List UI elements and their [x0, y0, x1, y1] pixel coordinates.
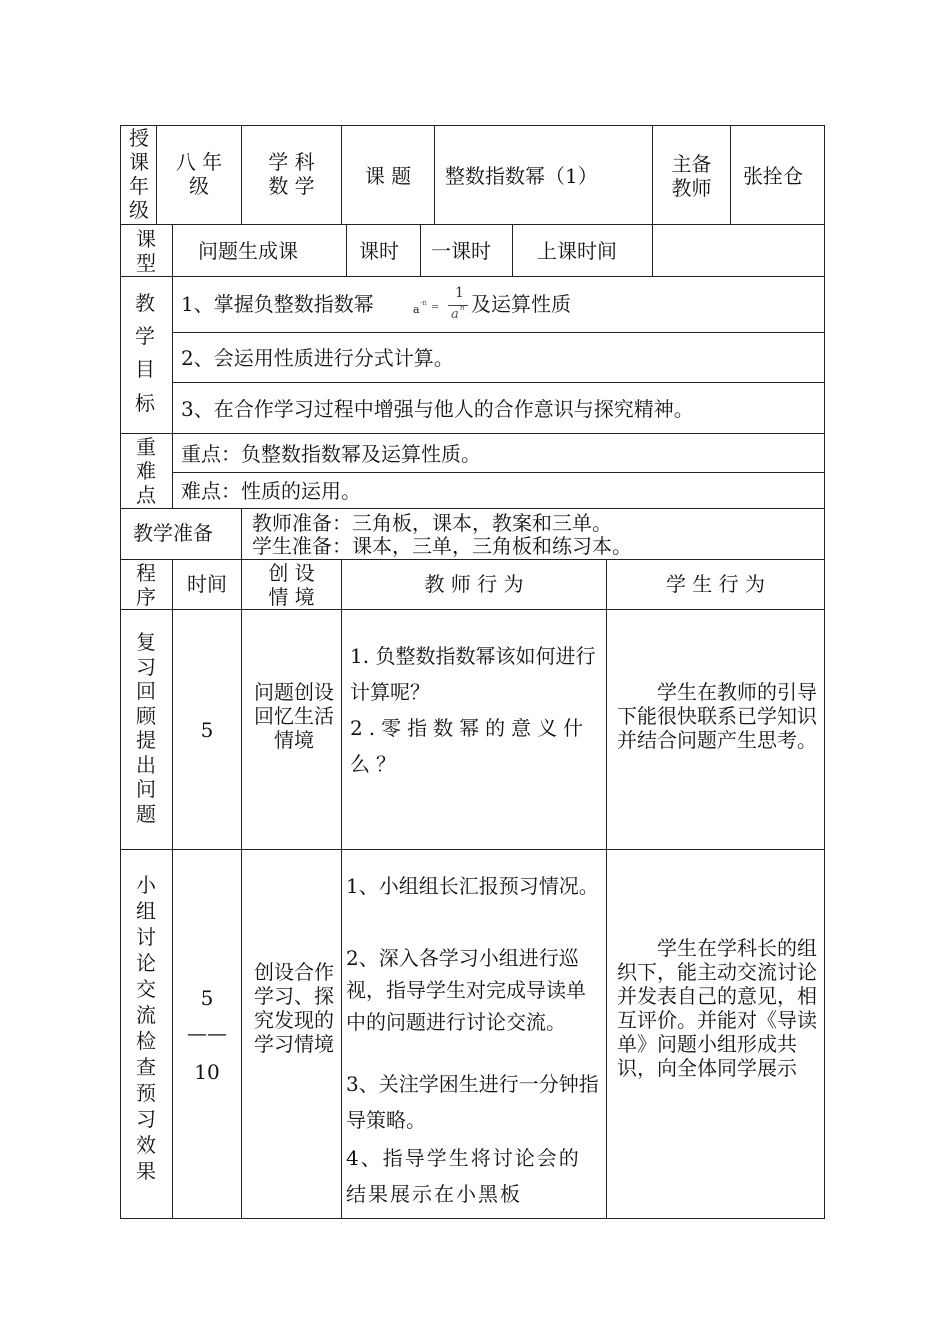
row1-teacher-item-2: 2.零指数幂的意义什么？: [350, 716, 590, 776]
grade-label-cell: [120, 125, 157, 225]
formula-base: a: [413, 303, 420, 316]
topic-label-cell: [341, 125, 435, 225]
col-teacher-cell: [341, 559, 607, 610]
col-student-cell: [606, 559, 825, 610]
type-label: 课型: [136, 227, 156, 275]
time-value-cell[interactable]: [652, 224, 825, 277]
col-scene-cell: [241, 559, 342, 610]
fraction-bar: [448, 305, 468, 306]
lead-value-cell: [730, 125, 825, 225]
goal-3-cell: [172, 382, 825, 434]
formula-denominator: a: [451, 307, 459, 322]
grade-value-cell: [156, 125, 242, 225]
prep-teacher: 教师准备：三角板，课本，教案和三单。: [252, 511, 612, 535]
goals-label-cell: [120, 276, 173, 434]
col-time: 时间: [187, 572, 227, 596]
row1-time-cell: [172, 609, 242, 850]
lead-label: 主备 教师: [671, 152, 712, 200]
row2-teacher-item-4: 4、指导学生将讨论会的结果展示在小黑板: [346, 1146, 581, 1206]
hours-value-cell: [420, 224, 513, 277]
goal-2-cell: [172, 332, 825, 383]
time-label-cell: [512, 224, 653, 277]
type-value: 问题生成课: [198, 239, 298, 263]
difficult-point-cell: [172, 472, 825, 509]
row2-time-cell: [172, 849, 242, 1219]
negative-exponent-formula: [411, 283, 471, 329]
row2-time-top: 5: [200, 986, 214, 1010]
goals-label-3: 目: [135, 357, 155, 381]
keypoints-label-cell: [120, 433, 173, 509]
goal-1-suffix: 及运算性质: [471, 292, 571, 316]
formula-equals: =: [431, 302, 440, 313]
goals-label-4: 标: [135, 391, 155, 415]
topic-value: 整数指数幂（1）: [445, 164, 598, 188]
col-teacher: 教 师 行 为: [424, 572, 524, 596]
goal-1-prefix: 1、掌握负整数指数幂: [181, 292, 374, 316]
type-label-cell: [120, 224, 173, 277]
hours-value: 一课时: [431, 239, 491, 263]
grade-value: 八 年 级: [175, 150, 223, 198]
row2-teacher-cell: [341, 849, 607, 1219]
topic-label: 课 题: [364, 164, 412, 188]
col-procedure-cell: [120, 559, 173, 610]
row1-procedure: 复习回顾提出问题: [136, 630, 156, 826]
row2-procedure: 小组讨论交流检查预习效果: [136, 873, 156, 1183]
key-point: 重点：负整数指数幂及运算性质。: [181, 442, 481, 466]
goal-2: 2、会运用性质进行分式计算。: [181, 346, 454, 370]
goals-label-2: 学: [135, 324, 155, 348]
goals-label-1: 教: [135, 291, 155, 315]
prep-content-cell: [241, 508, 825, 560]
row2-student-cell: [606, 849, 825, 1219]
grade-label: 授课年级: [129, 126, 149, 222]
row2-time-mid: ——: [187, 1021, 227, 1045]
col-student: 学 生 行 为: [665, 572, 766, 596]
col-scene: 创 设 情 境: [268, 561, 315, 609]
row1-scene: 问题创设回忆生活情境: [254, 680, 334, 752]
row2-time-bottom: 10: [194, 1060, 220, 1084]
difficult-point: 难点：性质的运用。: [181, 479, 361, 503]
row2-student: 学生在学科长的组织下，能主动交流讨论并发表自己的意见，相互评价。并能对《导读单》问题小组形成共识，向全体同学展示: [617, 936, 817, 1080]
time-label: 上课时间: [537, 239, 617, 263]
subject-label: 学 科 数 学: [268, 150, 315, 198]
col-procedure: 程序: [136, 561, 156, 609]
lead-label-cell: [652, 125, 731, 225]
prep-label-cell: [120, 508, 242, 560]
goal-1-cell: [172, 276, 825, 333]
row1-teacher-cell: [341, 609, 607, 850]
prep-label: 教学准备: [133, 521, 213, 545]
keypoints-label: 重难点: [136, 435, 156, 507]
row2-scene: 创设合作学习、探究发现的学习情境: [254, 960, 334, 1056]
row1-student: 学生在教师的引导下能很快联系已学知识并结合问题产生思考。: [617, 680, 817, 752]
type-value-cell: [172, 224, 347, 277]
lead-value: 张拴仓: [743, 164, 803, 188]
row1-student-cell: [606, 609, 825, 850]
hours-label-cell: [346, 224, 421, 277]
goal-3: 3、在合作学习过程中增强与他人的合作意识与探究精神。: [181, 397, 694, 421]
hours-label: 课时: [359, 239, 399, 263]
row2-teacher-item-2: 2、深入各学习小组进行巡视，指导学生对完成导读单中的问题进行讨论交流。: [346, 946, 586, 1034]
row1-time: 5: [200, 718, 214, 742]
topic-value-cell: [434, 125, 653, 225]
subject-cell: [241, 125, 342, 225]
formula-numerator: 1: [455, 285, 464, 301]
row1-procedure-cell: [120, 609, 173, 850]
row2-teacher-item-3: 3、关注学困生进行一分钟指导策略。: [346, 1072, 599, 1132]
col-time-cell: [172, 559, 242, 610]
row2-scene-cell: [241, 849, 342, 1219]
row2-procedure-cell: [120, 849, 173, 1219]
formula-denominator-exponent: n: [460, 304, 465, 312]
formula-exponent: -n: [420, 299, 427, 307]
key-point-cell: [172, 433, 825, 473]
row1-teacher-item-1: 1. 负整数指数幂该如何进行计算呢？: [350, 644, 596, 704]
prep-student: 学生准备：课本，三单，三角板和练习本。: [252, 534, 632, 558]
row1-scene-cell: [241, 609, 342, 850]
row2-teacher-item-1: 1、小组组长汇报预习情况。: [346, 874, 599, 898]
